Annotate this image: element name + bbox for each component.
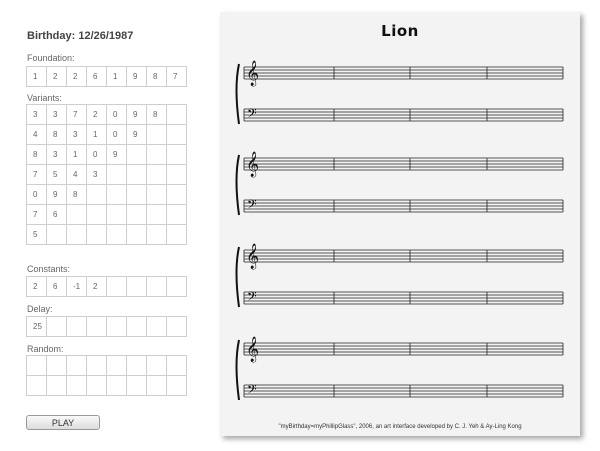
delay-cell[interactable] xyxy=(127,317,147,337)
score-sheet xyxy=(220,12,580,436)
variants-cell[interactable]: 0 xyxy=(87,145,107,165)
random-cell[interactable] xyxy=(167,376,187,396)
random-cell[interactable] xyxy=(67,356,87,376)
variants-row xyxy=(27,145,187,165)
system-brace xyxy=(237,155,240,215)
variants-cell[interactable]: 9 xyxy=(47,185,67,205)
variants-cell[interactable]: 7 xyxy=(67,105,87,125)
treble-clef: 𝄞 xyxy=(246,152,260,177)
variants-cell[interactable] xyxy=(67,225,87,245)
variants-cell[interactable]: 7 xyxy=(27,165,47,185)
variants-row xyxy=(27,105,187,125)
variants-cell[interactable] xyxy=(167,105,187,125)
variants-cell[interactable]: 3 xyxy=(87,165,107,185)
play-button[interactable]: PLAY xyxy=(26,415,100,430)
variants-cell[interactable]: 8 xyxy=(147,105,167,125)
variants-cell[interactable] xyxy=(167,185,187,205)
system-brace xyxy=(237,64,240,124)
bass-clef: 𝄢 xyxy=(247,106,257,124)
foundation-cell[interactable]: 1 xyxy=(27,67,47,87)
variants-row xyxy=(27,225,187,245)
variants-cell[interactable]: 6 xyxy=(47,205,67,225)
variants-row xyxy=(27,125,187,145)
foundation-cell[interactable]: 1 xyxy=(107,67,127,87)
variants-cell[interactable] xyxy=(107,225,127,245)
variants-cell[interactable]: 3 xyxy=(67,125,87,145)
constants-cell[interactable]: 2 xyxy=(27,277,47,297)
treble-clef: 𝄞 xyxy=(246,244,260,269)
constants-cell[interactable]: -1 xyxy=(67,277,87,297)
constants-cell[interactable]: 6 xyxy=(47,277,67,297)
random-row xyxy=(27,376,187,396)
variants-row xyxy=(27,205,187,225)
constants-label: Constants: xyxy=(27,264,71,274)
variants-cell[interactable] xyxy=(127,225,147,245)
variants-cell[interactable]: 8 xyxy=(67,185,87,205)
variants-cell[interactable] xyxy=(87,225,107,245)
variants-cell[interactable] xyxy=(167,165,187,185)
grand-staves xyxy=(220,12,580,436)
delay-cell[interactable] xyxy=(47,317,67,337)
variants-cell[interactable]: 4 xyxy=(67,165,87,185)
variants-cell[interactable]: 7 xyxy=(27,205,47,225)
variants-cell[interactable]: 0 xyxy=(107,105,127,125)
random-cell[interactable] xyxy=(67,376,87,396)
variants-cell[interactable]: 9 xyxy=(127,125,147,145)
variants-cell[interactable] xyxy=(127,185,147,205)
variants-cell[interactable]: 9 xyxy=(107,145,127,165)
variants-cell[interactable] xyxy=(147,165,167,185)
bass-clef: 𝄢 xyxy=(247,382,257,400)
delay-cell[interactable] xyxy=(67,317,87,337)
random-row xyxy=(27,356,187,376)
foundation-cell[interactable]: 2 xyxy=(47,67,67,87)
random-cell[interactable] xyxy=(47,376,67,396)
variants-cell[interactable]: 3 xyxy=(47,145,67,165)
birthday-heading: Birthday: 12/26/1987 xyxy=(27,30,134,42)
variants-grid xyxy=(26,104,187,245)
delay-cell[interactable] xyxy=(107,317,127,337)
variants-cell[interactable] xyxy=(67,205,87,225)
treble-clef: 𝄞 xyxy=(246,61,260,86)
variants-cell[interactable] xyxy=(147,225,167,245)
variants-cell[interactable] xyxy=(107,165,127,185)
random-cell[interactable] xyxy=(107,356,127,376)
random-cell[interactable] xyxy=(147,356,167,376)
foundation-cell[interactable]: 6 xyxy=(87,67,107,87)
variants-label: Variants: xyxy=(27,93,62,103)
delay-cell[interactable] xyxy=(87,317,107,337)
variants-cell[interactable]: 3 xyxy=(47,105,67,125)
variants-row xyxy=(27,165,187,185)
bass-clef: 𝄢 xyxy=(247,289,257,307)
variants-cell[interactable]: 5 xyxy=(27,225,47,245)
variants-cell[interactable] xyxy=(127,165,147,185)
constants-cell[interactable]: 2 xyxy=(87,277,107,297)
random-cell[interactable] xyxy=(127,356,147,376)
random-cell[interactable] xyxy=(107,376,127,396)
treble-clef: 𝄞 xyxy=(246,337,260,362)
delay-cell[interactable] xyxy=(167,317,187,337)
random-grid xyxy=(26,355,187,396)
foundation-grid xyxy=(26,66,187,87)
variants-cell[interactable] xyxy=(107,205,127,225)
variants-cell[interactable] xyxy=(127,205,147,225)
foundation-cell[interactable]: 9 xyxy=(127,67,147,87)
credit-text: "myBirthday=myPhillipGlass", 2006, an art interface developed by C. J. Yeh & Ay-Ling Kong xyxy=(278,424,522,430)
variants-cell[interactable] xyxy=(167,225,187,245)
system-brace xyxy=(237,247,240,307)
delay-cell[interactable] xyxy=(147,317,167,337)
variants-cell[interactable]: 8 xyxy=(27,145,47,165)
variants-row xyxy=(27,185,187,205)
variants-cell[interactable] xyxy=(87,205,107,225)
delay-grid xyxy=(26,316,187,337)
delay-label: Delay: xyxy=(27,304,53,314)
variants-cell[interactable]: 9 xyxy=(127,105,147,125)
random-cell[interactable] xyxy=(87,376,107,396)
variants-cell[interactable] xyxy=(167,205,187,225)
variants-cell[interactable] xyxy=(87,185,107,205)
random-cell[interactable] xyxy=(27,356,47,376)
random-cell[interactable] xyxy=(27,376,47,396)
random-label: Random: xyxy=(27,344,64,354)
variants-cell[interactable] xyxy=(47,225,67,245)
constants-cell[interactable] xyxy=(127,277,147,297)
variants-cell[interactable] xyxy=(167,125,187,145)
variants-cell[interactable] xyxy=(147,125,167,145)
bass-clef: 𝄢 xyxy=(247,197,257,215)
variants-cell[interactable]: 3 xyxy=(27,105,47,125)
variants-cell[interactable]: 0 xyxy=(107,125,127,145)
delay-cell[interactable]: 25 xyxy=(27,317,47,337)
foundation-label: Foundation: xyxy=(27,53,75,63)
variants-cell[interactable]: 8 xyxy=(47,125,67,145)
score-title: Lion xyxy=(381,22,419,40)
random-cell[interactable] xyxy=(167,356,187,376)
variants-cell[interactable]: 4 xyxy=(27,125,47,145)
variants-cell[interactable] xyxy=(147,205,167,225)
variants-cell[interactable]: 1 xyxy=(87,125,107,145)
variants-cell[interactable]: 0 xyxy=(27,185,47,205)
random-cell[interactable] xyxy=(87,356,107,376)
constants-cell[interactable] xyxy=(147,277,167,297)
variants-cell[interactable] xyxy=(107,185,127,205)
random-cell[interactable] xyxy=(127,376,147,396)
variants-cell[interactable] xyxy=(147,145,167,165)
foundation-cell[interactable]: 8 xyxy=(147,67,167,87)
variants-cell[interactable]: 5 xyxy=(47,165,67,185)
variants-cell[interactable] xyxy=(147,185,167,205)
constants-cell[interactable] xyxy=(167,277,187,297)
foundation-cell[interactable]: 7 xyxy=(167,67,187,87)
foundation-cell[interactable]: 2 xyxy=(67,67,87,87)
variants-cell[interactable]: 2 xyxy=(87,105,107,125)
constants-cell[interactable] xyxy=(107,277,127,297)
random-cell[interactable] xyxy=(47,356,67,376)
constants-grid xyxy=(26,276,187,297)
variants-cell[interactable] xyxy=(127,145,147,165)
random-cell[interactable] xyxy=(147,376,167,396)
system-brace xyxy=(237,340,240,400)
variants-cell[interactable] xyxy=(167,145,187,165)
variants-cell[interactable]: 1 xyxy=(67,145,87,165)
